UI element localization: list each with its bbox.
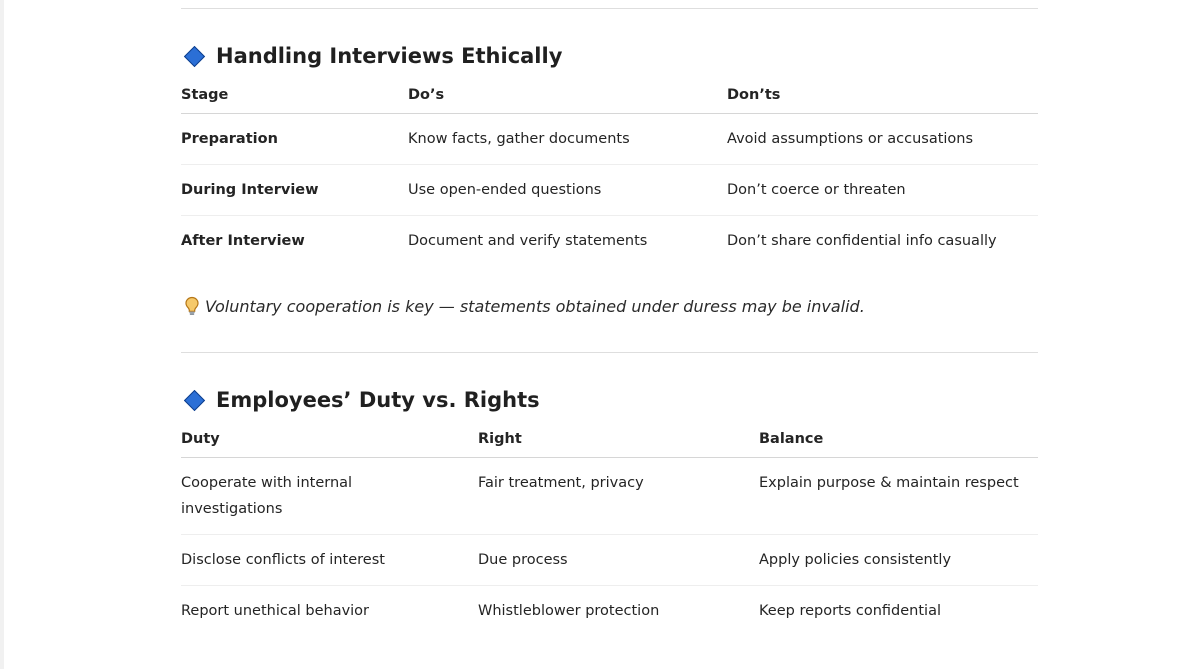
section-title-duty-rights [181, 384, 1038, 416]
right-cell: Whistleblower protection [478, 603, 660, 619]
document-content [181, 0, 1038, 636]
table-row [181, 216, 1038, 267]
table-row [181, 586, 1038, 637]
section-title-text: Handling Interviews Ethically [216, 44, 563, 68]
balance-cell: Apply policies consistently [759, 535, 1038, 586]
balance-cell: Keep reports confidential [759, 603, 942, 619]
column-header-stage: Stage [181, 76, 408, 114]
page-left-edge [0, 0, 4, 669]
dos-cell: Use open-ended questions [408, 165, 727, 216]
table-header-row [181, 420, 1038, 458]
right-cell: Due process [478, 535, 759, 586]
dos-cell: Know facts, gather documents [408, 114, 727, 165]
blue-diamond-icon [184, 389, 205, 410]
interviews-table [181, 76, 1038, 266]
stage-cell: After Interview [181, 233, 305, 249]
right-cell: Fair treatment, privacy [478, 458, 759, 535]
donts-cell: Don’t share confidential info casually [727, 233, 997, 249]
duty-cell [181, 458, 478, 535]
duty-cell: Report unethical behavior [181, 603, 370, 619]
light-bulb-icon [181, 295, 203, 317]
dos-cell: Document and verify statements [408, 233, 648, 249]
duty-cell-text: Cooperate with internal investigations [181, 475, 353, 517]
donts-cell: Avoid assumptions or accusations [727, 114, 1038, 165]
callout-note [181, 294, 1038, 318]
duty-cell: Disclose conflicts of interest [181, 535, 478, 586]
column-header-donts: Don’ts [727, 76, 1038, 114]
column-header-right: Right [478, 420, 759, 458]
donts-cell: Don’t coerce or threaten [727, 165, 1038, 216]
section-title-interviews [181, 40, 1038, 72]
section-title-text: Employees’ Duty vs. Rights [216, 388, 540, 412]
blue-diamond-icon [184, 45, 205, 66]
balance-cell: Explain purpose & maintain respect [759, 458, 1038, 535]
table-row [181, 165, 1038, 216]
callout-note-text: Voluntary cooperation is key — statements obtained under duress may be invalid. [205, 296, 865, 316]
table-header-row [181, 76, 1038, 114]
column-header-dos: Do’s [408, 76, 727, 114]
stage-cell: Preparation [181, 114, 408, 165]
column-header-duty: Duty [181, 420, 478, 458]
table-row [181, 535, 1038, 586]
duty-rights-table [181, 420, 1038, 636]
stage-cell: During Interview [181, 165, 408, 216]
column-header-balance: Balance [759, 420, 1038, 458]
table-row [181, 114, 1038, 165]
table-row [181, 458, 1038, 535]
